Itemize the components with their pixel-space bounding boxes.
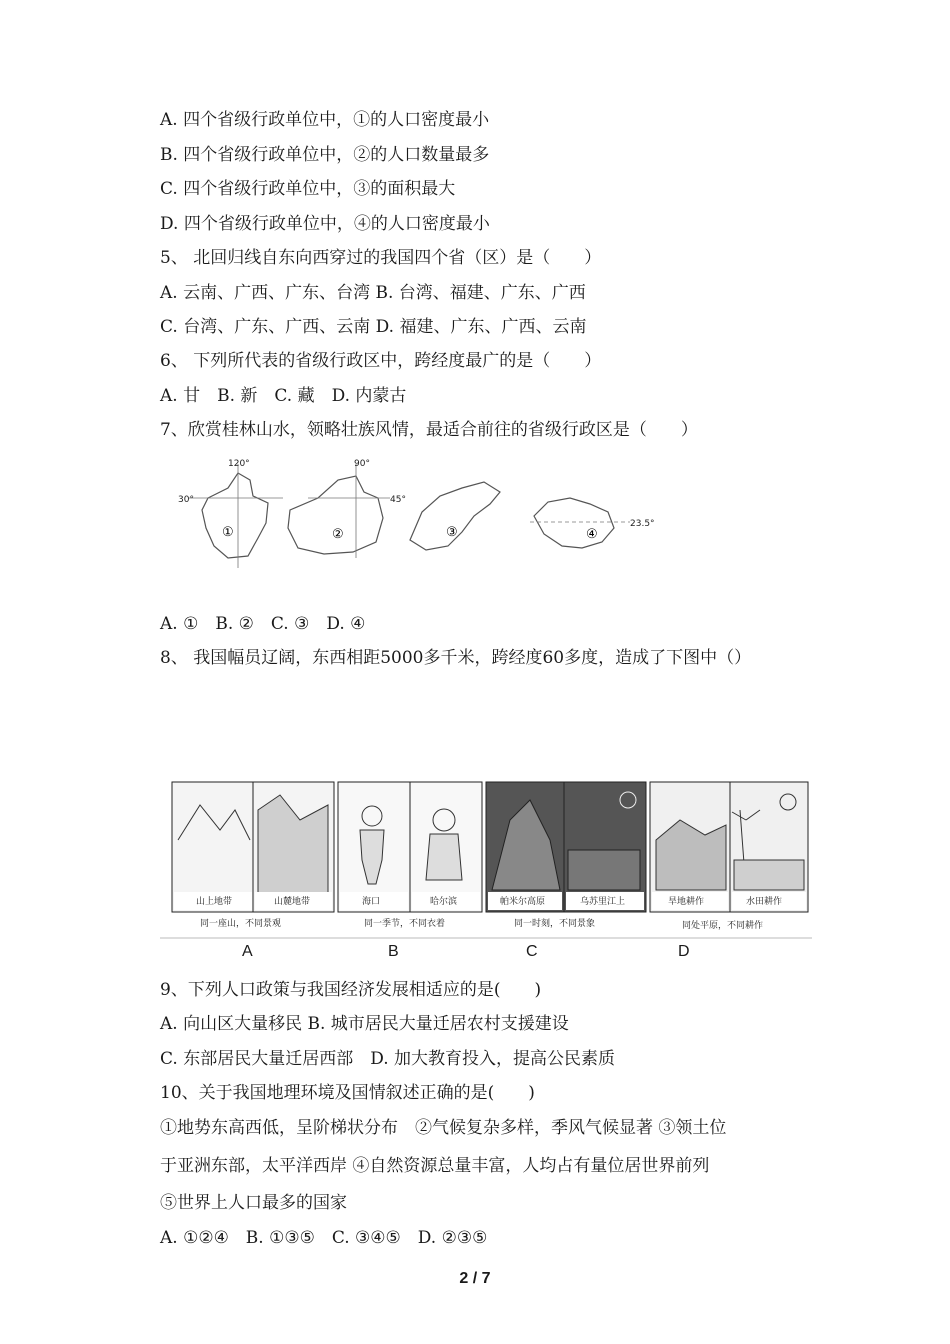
- q10-options: A. ①②④ B. ①③⑤ C. ③④⑤ D. ②③⑤: [160, 1228, 488, 1248]
- panel-letter-b: B: [388, 943, 399, 960]
- q10-stem: 10、关于我国地理环境及国情叙述正确的是( ): [160, 1083, 535, 1103]
- province-label: ①: [222, 525, 234, 540]
- coord-label: 120°: [228, 459, 250, 469]
- q10-statement-1: ①地势东高西低，呈阶梯状分布 ②气候复杂多样，季风气候显著 ③领土位: [160, 1118, 727, 1138]
- q9-options-cd: C. 东部居民大量迁居西部 D. 加大教育投入，提高公民素质: [160, 1049, 616, 1069]
- panel-letter-c: C: [526, 943, 538, 960]
- panel-d: [650, 782, 808, 931]
- caption: 山上地带: [196, 897, 233, 907]
- panel-a: [172, 782, 334, 929]
- q7-options: A. ① B. ② C. ③ D. ④: [160, 614, 366, 634]
- coord-label: 90°: [354, 459, 370, 469]
- province-label: ③: [446, 525, 458, 540]
- caption: 海口: [362, 897, 381, 907]
- province-4-outline: [534, 498, 614, 548]
- q9-stem: 9、下列人口政策与我国经济发展相适应的是( ): [160, 980, 542, 1000]
- panel-c: [486, 782, 646, 929]
- q4-option-b: B. 四个省级行政单位中，②的人口数量最多: [160, 145, 490, 165]
- q5-options-cd: C. 台湾、广东、广西、云南 D. 福建、广东、广西、云南: [160, 317, 587, 337]
- province-2-outline: [288, 476, 383, 554]
- q6-options: A. 甘 B. 新 C. 藏 D. 内蒙古: [160, 386, 407, 406]
- panel-letter-a: A: [242, 943, 253, 960]
- q6-stem: 6、 下列所代表的省级行政区中，跨经度最广的是（ ）: [160, 351, 602, 371]
- subtitle: 同处平原，不同耕作: [682, 921, 764, 931]
- subtitle: 同一季节，不同衣着: [364, 919, 446, 929]
- page-number: 2 / 7: [459, 1270, 491, 1287]
- coord-label: 45°: [390, 495, 406, 505]
- panel-letter-d: D: [678, 943, 690, 960]
- coord-label: 23.5°: [630, 519, 655, 529]
- panel-b: [338, 782, 482, 929]
- q8-stem: 8、 我国幅员辽阔，东西相距5000多千米，跨经度60多度，造成了下图中（）: [160, 648, 752, 668]
- q5-stem: 5、 北回归线自东向西穿过的我国四个省（区）是（ ）: [160, 248, 602, 268]
- q4-option-d: D. 四个省级行政单位中，④的人口密度最小: [160, 214, 490, 234]
- caption: 旱地耕作: [668, 897, 705, 907]
- province-label: ④: [586, 527, 598, 542]
- q4-option-a: A. 四个省级行政单位中，①的人口密度最小: [160, 110, 490, 130]
- province-outline-map: [178, 458, 668, 578]
- scene-comparison-figure: [160, 780, 812, 940]
- q9-options-ab: A. 向山区大量移民 B. 城市居民大量迁居农村支援建设: [160, 1014, 569, 1034]
- subtitle: 同一时刻，不同景象: [514, 919, 596, 929]
- q5-options-ab: A. 云南、广西、广东、台湾 B. 台湾、福建、广东、广西: [160, 283, 586, 303]
- q10-statement-3: ⑤世界上人口最多的国家: [160, 1193, 347, 1213]
- caption: 山麓地带: [274, 897, 311, 907]
- province-1-outline: [202, 473, 268, 558]
- caption: 乌苏里江上: [580, 897, 626, 907]
- caption: 帕米尔高原: [500, 897, 546, 907]
- q10-statement-2: 于亚洲东部，太平洋西岸 ④自然资源总量丰富，人均占有量位居世界前列: [160, 1156, 710, 1176]
- coord-label: 30°: [178, 495, 194, 505]
- caption: 水田耕作: [746, 897, 783, 907]
- q7-stem: 7、欣赏桂林山水，领略壮族风情，最适合前往的省级行政区是（ ）: [160, 420, 698, 440]
- province-label: ②: [332, 527, 344, 542]
- caption: 哈尔滨: [430, 897, 458, 907]
- q4-option-c: C. 四个省级行政单位中，③的面积最大: [160, 179, 456, 199]
- subtitle: 同一座山，不同景观: [200, 919, 282, 929]
